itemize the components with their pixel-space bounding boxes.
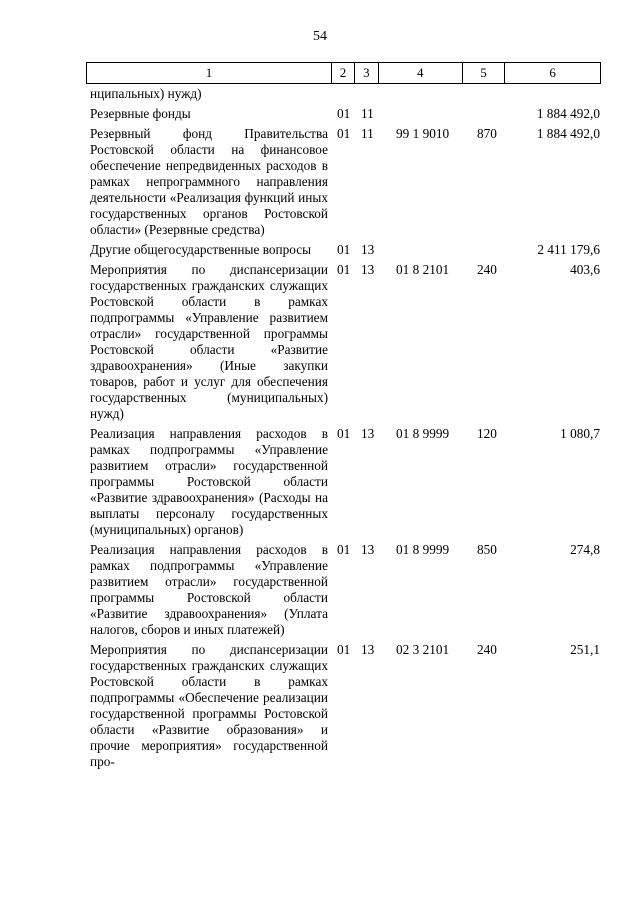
row-section-code: 01	[337, 242, 351, 257]
row-expense-type-code	[475, 86, 517, 102]
row-subsection-code: 13	[361, 262, 375, 277]
row-amount: 1 884 492,0	[536, 106, 600, 121]
header-col-6: 6	[549, 65, 556, 80]
row-target-code: 01 8 9999	[396, 426, 450, 441]
table-row	[90, 262, 600, 422]
row-target-code: 01 8 9999	[396, 542, 450, 557]
table-row	[90, 426, 600, 538]
table-row	[90, 106, 600, 122]
table-row	[90, 86, 600, 102]
row-description: нципальных) нужд)	[90, 86, 202, 101]
row-section-code	[331, 86, 361, 102]
table-row	[90, 242, 600, 258]
row-description: Реализация направления расходов в рамках подпрограммы «Управление развитием отрасли» государственной программы Ростовской области «Развитие здравоохранения» (Расходы на выплаты персоналу государственных (муниципальных) органов)	[90, 426, 328, 537]
row-description: Мероприятия по диспансеризации государственных гражданских служащих Ростовской области в рамках подпрограммы «Управление развитием отрасли» государственной программы Ростовской области «Развитие здравоохранения» (Иные закупки товаров, работ и услуг для обеспечения государственных (муниципальных) нужд)	[90, 262, 328, 421]
row-description: Мероприятия по диспансеризации государственных гражданских служащих Ростовской области в рамках подпрограммы «Обеспечение реализации государственной программы Ростовской области «Развитие образования» и прочие мероприятия» государственной про-	[90, 642, 328, 769]
row-amount	[517, 86, 600, 102]
row-target-code: 02 3 2101	[396, 642, 450, 657]
row-amount: 1 080,7	[560, 426, 600, 441]
row-target-code	[385, 106, 475, 122]
row-subsection-code: 11	[361, 106, 374, 121]
table-row	[90, 642, 600, 770]
row-expense-type-code: 850	[477, 542, 497, 557]
header-col-5: 5	[463, 63, 506, 83]
row-subsection-code: 13	[361, 642, 375, 657]
row-target-code	[385, 86, 475, 102]
row-amount: 251,1	[570, 642, 600, 657]
row-section-code: 01	[337, 642, 351, 657]
row-amount: 274,8	[570, 542, 600, 557]
header-col-4: 4	[379, 63, 463, 83]
row-description: Резервный фонд Правительства Ростовской области на финансовое обеспечение непредвиденных расходов в рамках непрограммного направления деятельности «Реализация функций иных государственных органов Ростовской области» (Резервные средства)	[90, 126, 328, 237]
row-amount: 1 884 492,0	[536, 126, 600, 141]
row-description: Резервные фонды	[90, 106, 191, 121]
row-expense-type-code: 240	[477, 642, 497, 657]
row-section-code: 01	[337, 262, 351, 277]
row-description: Реализация направления расходов в рамках подпрограммы «Управление развитием отрасли» государственной программы Ростовской области «Развитие здравоохранения» (Уплата налогов, сборов и иных платежей)	[90, 542, 328, 637]
header-col-2: 2	[332, 63, 355, 83]
row-expense-type-code	[475, 242, 517, 258]
row-target-code: 01 8 2101	[396, 262, 450, 277]
table-header	[86, 62, 601, 84]
row-description: Другие общегосударственные вопросы	[90, 242, 312, 257]
table-row	[90, 126, 600, 238]
row-amount: 403,6	[570, 262, 600, 277]
row-section-code: 01	[337, 426, 351, 441]
row-subsection-code	[361, 86, 385, 102]
row-subsection-code: 13	[361, 542, 375, 557]
row-section-code: 01	[337, 106, 351, 121]
row-subsection-code: 13	[361, 242, 375, 257]
page-number: 54	[313, 29, 327, 44]
row-section-code: 01	[337, 126, 351, 141]
row-section-code: 01	[337, 542, 351, 557]
row-expense-type-code: 120	[477, 426, 497, 441]
table-body	[90, 86, 600, 770]
row-subsection-code: 11	[361, 126, 374, 141]
row-expense-type-code: 870	[477, 126, 497, 141]
row-target-code	[385, 242, 475, 258]
header-col-3: 3	[355, 63, 379, 83]
row-expense-type-code: 240	[477, 262, 497, 277]
row-subsection-code: 13	[361, 426, 375, 441]
row-target-code: 99 1 9010	[396, 126, 450, 141]
row-expense-type-code	[475, 106, 517, 122]
header-col-1: 1	[87, 63, 332, 83]
row-amount: 2 411 179,6	[537, 242, 600, 257]
table-row	[90, 542, 600, 638]
